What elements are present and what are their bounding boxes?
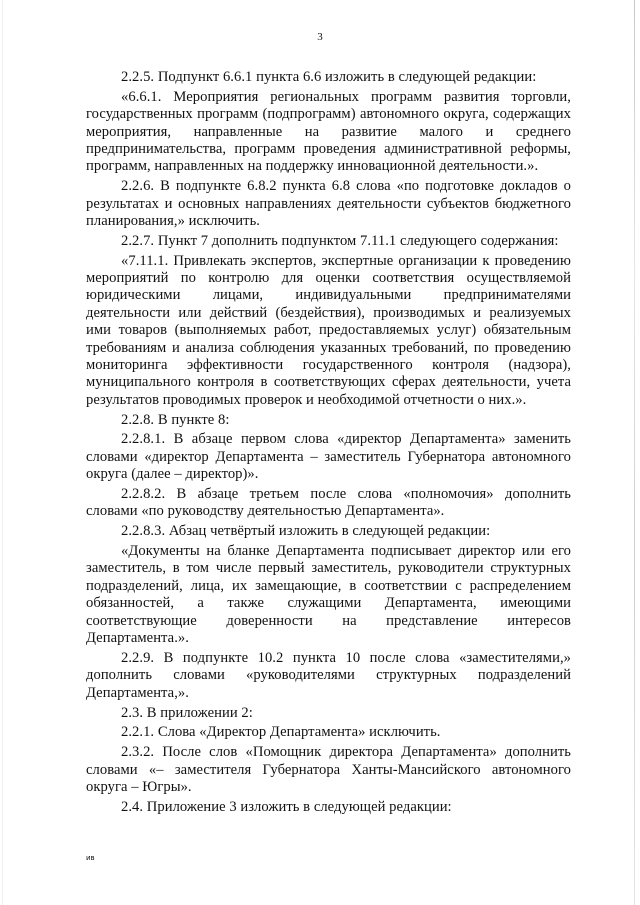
footer-code: ив [86, 854, 95, 862]
paragraph-2-2-8-1: 2.2.8.1. В абзаце первом слова «директор Департамента» заменить словами «директор Департамента – заместитель Губернатора автономного округа (далее – директор)». [86, 431, 571, 483]
paragraph-2-3: 2.3. В приложении 2: [121, 704, 253, 721]
page-number: 3 [317, 31, 323, 43]
paragraph-2-2-8-3: 2.2.8.3. Абзац четвёртый изложить в следующей редакции: [121, 523, 491, 540]
paragraph-documents-text: «Документы на бланке Департамента подписывает директор или его заместитель, в том числе первый заместитель, руководители структурных подразделений, лица, их замещающие, в соответствии с распределением обязанностей, а также служащими Департамента, имеющими соответствующие доверенности на представление интересов Департамента.». [86, 543, 571, 647]
paragraph-2-2-1: 2.2.1. Слова «Директор Департамента» исключить. [121, 724, 441, 741]
paragraph-2-2-7: 2.2.7. Пункт 7 дополнить подпунктом 7.11.1 следующего содержания: [121, 232, 559, 249]
paragraph-2-2-8: 2.2.8. В пункте 8: [121, 411, 230, 428]
scan-edge-left [2, 0, 3, 905]
paragraph-2-3-2: 2.3.2. После слов «Помощник директора Департамента» дополнить словами «– заместителя Губернатора Ханты-Мансийского автономного округа – Югры». [86, 744, 571, 795]
paragraph-2-4: 2.4. Приложение 3 изложить в следующей редакции: [121, 798, 452, 815]
document-body [86, 69, 571, 819]
paragraph-6-6-1-text: «6.6.1. Мероприятия региональных программ развития торговли, государственных программ (подпрограмм) автономного округа, содержащих мероприятия, направленные на развитие малого и среднего предпринимательства, программ проведения административной реформы, программ, направленных на поддержку инновационной деятельности.». [86, 88, 571, 175]
paragraph-2-2-9: 2.2.9. В подпункте 10.2 пункта 10 после слова «заместителями,» дополнить словами «руководителями структурных подразделений Департамента,». [86, 649, 571, 701]
paragraph-2-2-8-2: 2.2.8.2. В абзаце третьем после слова «полномочия» дополнить словами «по руководству деятельностью Департамента». [86, 486, 571, 520]
paragraph-2-2-6: 2.2.6. В подпункте 6.8.2 пункта 6.8 слова «по подготовке докладов о результатах и основных направлениях деятельности субъектов бюджетного планирования,» исключить. [86, 178, 571, 230]
paragraph-2-2-5: 2.2.5. Подпункт 6.6.1 пункта 6.6 изложить в следующей редакции: [121, 69, 537, 85]
scan-edge-right [634, 0, 635, 905]
paragraph-7-11-1-text: «7.11.1. Привлекать экспертов, экспертные организации к проведению мероприятий по контролю для оценки соответствия осуществляемой юридическими лицами, индивидуальными предпринимателями деятельности или действий (бездействия), производимых и реализуемых ими товаров (выполняемых работ, предоставляемых услуг) обязательным требованиям и анализа соблюдения указанных требований, по проведению мониторинга эффективности государственного контроля (надзора), муниципального контроля в соответствующих сферах деятельности, учета результатов проводимых проверок и необходимой отчетности о них.». [86, 252, 571, 408]
